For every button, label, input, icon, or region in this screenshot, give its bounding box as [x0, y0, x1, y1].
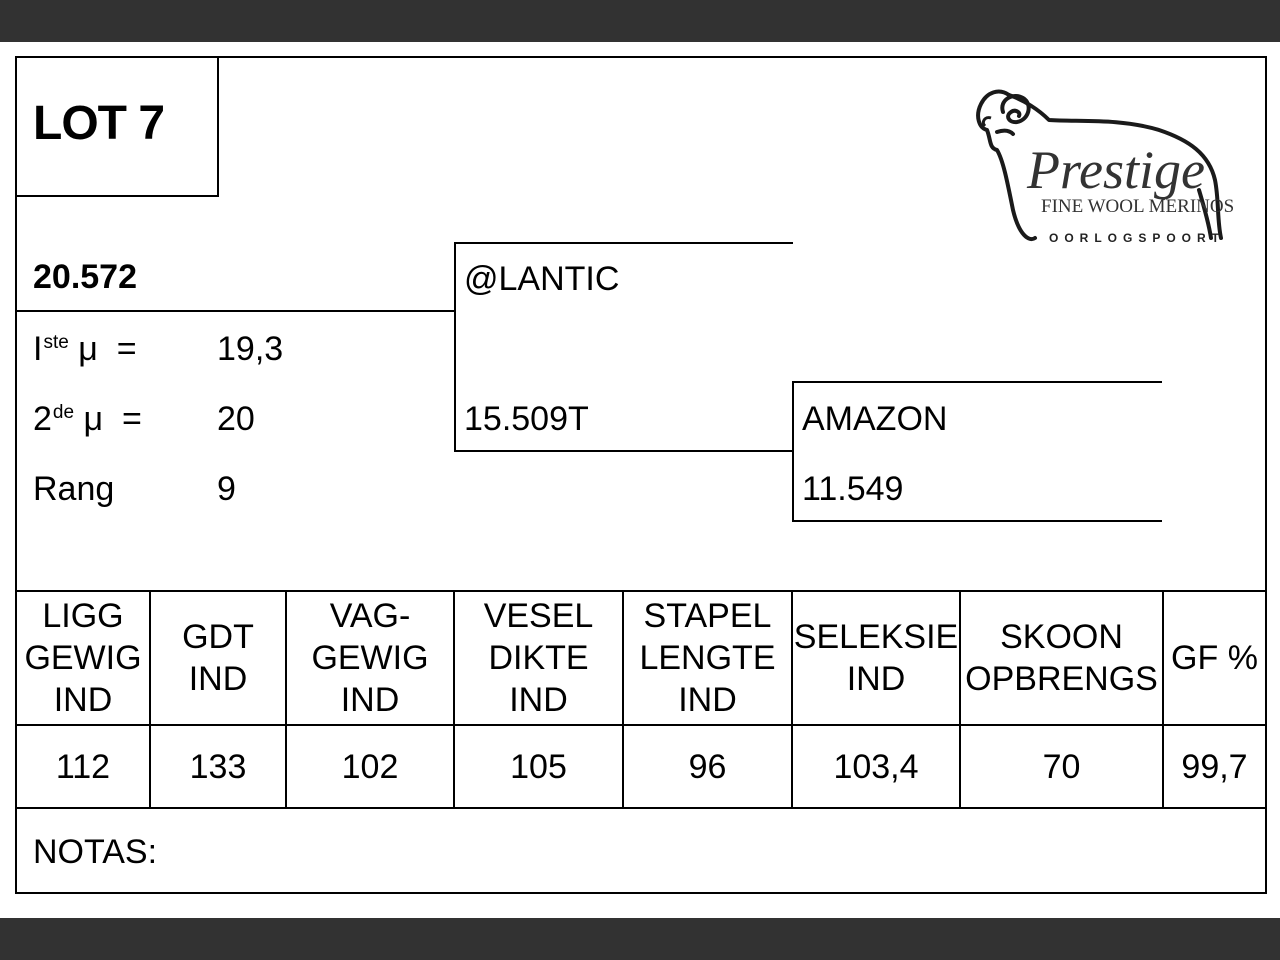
value-cell: 96 [623, 725, 792, 807]
header-cell: GF % [1163, 591, 1265, 725]
grandsire-bracket-top [792, 381, 1162, 383]
grandsire-bracket-bottom [792, 520, 1162, 522]
value-cell: 99,7 [1163, 725, 1265, 807]
rank-value: 9 [217, 470, 236, 508]
prestige-ram-logo [969, 70, 1239, 250]
sire-bracket-side [454, 242, 456, 452]
index-value-row [17, 725, 1265, 807]
second-mu-label: 2de μ = [33, 400, 142, 438]
index-table [17, 590, 1265, 807]
header-cell: SKOON OPBRENGS [960, 591, 1163, 725]
lot-card [15, 56, 1267, 894]
notes-divider [17, 807, 1265, 809]
animal-id: 20.572 [33, 258, 137, 296]
grandsire-id: 11.549 [802, 470, 904, 508]
svg-text:FINE WOOL MERINOS: FINE WOOL MERINOS [1041, 196, 1235, 217]
header-cell: VESEL DIKTE IND [454, 591, 623, 725]
first-mu-value: 19,3 [217, 330, 284, 368]
lot-title: LOT 7 [33, 97, 165, 150]
second-mu-value: 20 [217, 400, 255, 438]
value-cell: 102 [286, 725, 454, 807]
value-cell: 133 [150, 725, 286, 807]
value-cell: 103,4 [792, 725, 960, 807]
value-cell: 112 [17, 725, 150, 807]
value-cell: 105 [454, 725, 623, 807]
sire-bracket-bottom [454, 450, 793, 452]
catalogue-sheet [0, 42, 1280, 918]
grandsire-name: AMAZON [802, 400, 948, 438]
header-cell: STAPEL LENGTE IND [623, 591, 792, 725]
grandsire-bracket-side [792, 381, 794, 521]
sire-name: @LANTIC [464, 260, 620, 298]
header-cell: LIGG GEWIG IND [17, 591, 150, 725]
header-cell: GDT IND [150, 591, 286, 725]
animal-id-underline [17, 310, 454, 312]
sire-bracket-top [454, 242, 793, 244]
first-mu-label: Iste μ = [33, 330, 137, 368]
header-cell: VAG- GEWIG IND [286, 591, 454, 725]
svg-text:Prestige: Prestige [1027, 140, 1205, 200]
rank-label: Rang [33, 470, 115, 508]
index-header-row [17, 591, 1265, 725]
value-cell: 70 [960, 725, 1163, 807]
header-cell: SELEKSIE IND [792, 591, 960, 725]
sire-id: 15.509T [464, 400, 589, 438]
svg-text:OORLOGSPOORT: OORLOGSPOORT [1049, 231, 1226, 245]
notes-label: NOTAS: [33, 833, 158, 871]
ram-icon [969, 70, 1239, 250]
